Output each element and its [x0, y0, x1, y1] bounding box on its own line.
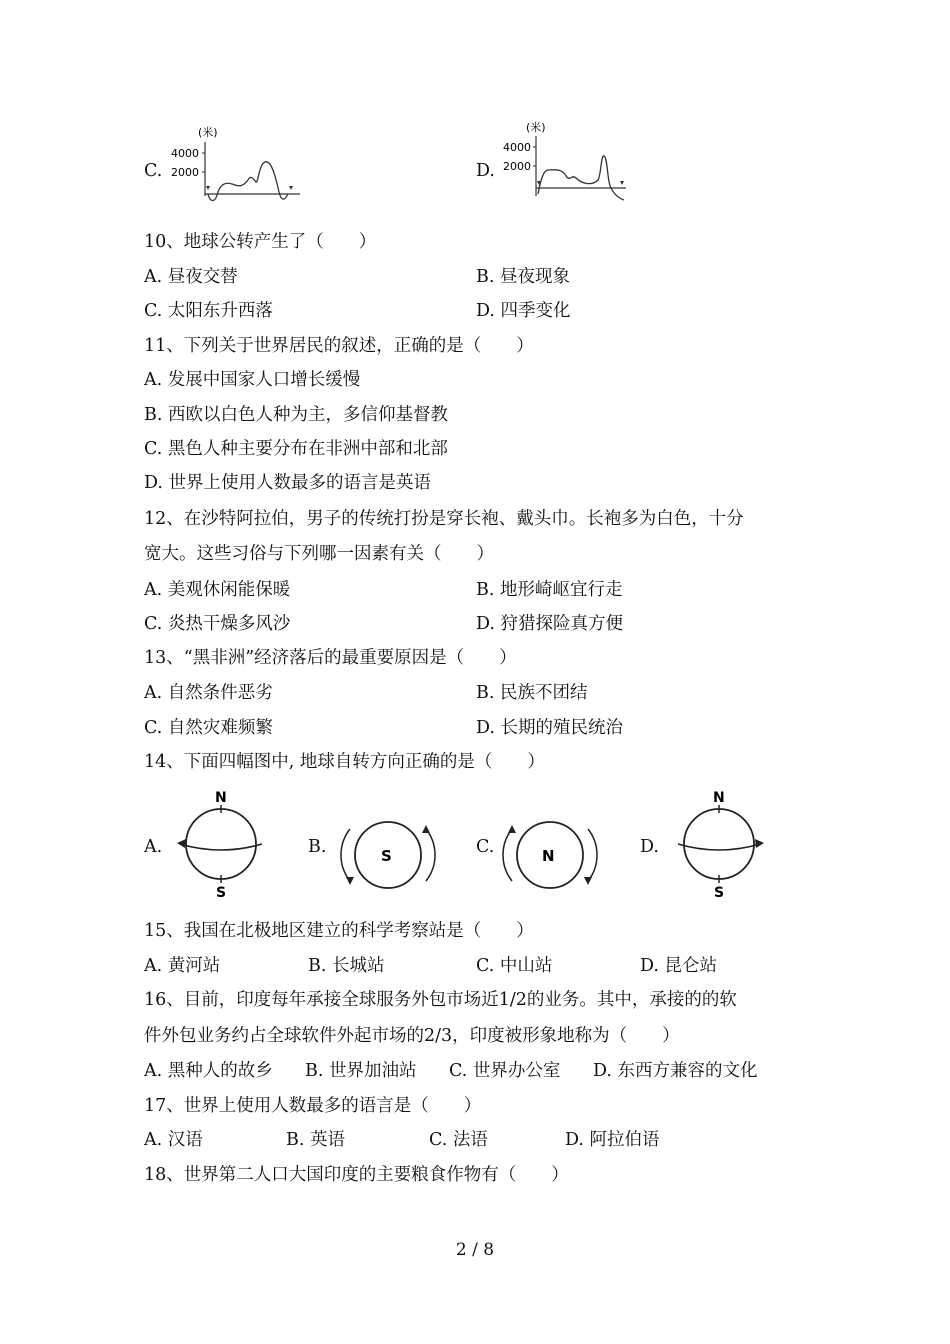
q13-option-b: B. 民族不团结: [476, 683, 588, 703]
earth-diagram-a: [170, 786, 275, 901]
q16-option-a: A. 黑种人的故乡: [144, 1061, 273, 1081]
profile-d-tick-4000: 4000: [503, 141, 531, 154]
q10-option-d: D. 四季变化: [476, 301, 571, 321]
q17-stem: 17、世界上使用人数最多的语言是（ ）: [144, 1096, 482, 1116]
q15-option-d: D. 昆仑站: [640, 956, 718, 976]
south-label-a: S: [216, 885, 227, 901]
q14-option-c-label: C.: [476, 837, 495, 857]
q13-option-d: D. 长期的殖民统治: [476, 718, 624, 738]
q12-stem-line2: 宽大。这些习俗与下列哪一因素有关（ ）: [144, 544, 494, 564]
q10-stem: 10、地球公转产生了（ ）: [144, 232, 377, 252]
q15-option-c: C. 中山站: [476, 956, 553, 976]
q11-option-c: C. 黑色人种主要分布在非洲中部和北部: [144, 439, 448, 459]
earth-diagram-b: [338, 815, 438, 895]
q11-option-a: A. 发展中国家人口增长缓慢: [144, 370, 361, 390]
q14-option-d-label: D.: [640, 837, 659, 857]
q13-option-a: A. 自然条件恶劣: [144, 683, 273, 703]
q16-stem-line2: 件外包业务约占全球软件外起市场的2/3，印度被形象地称为（ ）: [144, 1026, 680, 1046]
earth-diagram-c: [500, 815, 600, 895]
q11-option-d: D. 世界上使用人数最多的语言是英语: [144, 473, 432, 493]
page-number: 2 / 8: [455, 1240, 495, 1260]
q13-option-c: C. 自然灾难频繁: [144, 718, 273, 738]
q15-stem: 15、我国在北极地区建立的科学考察站是（ ）: [144, 921, 534, 941]
q16-option-c: C. 世界办公室: [449, 1061, 561, 1081]
north-label-a: N: [215, 790, 227, 806]
q9-option-d-label: D.: [476, 161, 495, 181]
south-label-b: S: [381, 847, 392, 865]
q18-stem: 18、世界第二人口大国印度的主要粮食作物有（ ）: [144, 1165, 569, 1185]
q16-stem-line1: 16、目前，印度每年承接全球服务外包市场近1/2的业务。其中，承接的的软: [144, 990, 737, 1010]
q14-option-b-label: B.: [308, 837, 327, 857]
north-label-c: N: [542, 847, 555, 865]
profile-chart-d: [500, 118, 635, 208]
profile-c-unit: (米): [198, 126, 218, 139]
q10-option-a: A. 昼夜交替: [144, 267, 238, 287]
q13-stem: 13、“黑非洲”经济落后的最重要原因是（ ）: [144, 648, 517, 668]
q14-option-a-label: A.: [144, 837, 163, 857]
q16-option-d: D. 东西方兼容的文化: [593, 1061, 758, 1081]
profile-c-tick-2000: 2000: [171, 166, 199, 179]
q15-option-a: A. 黄河站: [144, 956, 221, 976]
q12-option-c: C. 炎热干燥多风沙: [144, 614, 291, 634]
q11-stem: 11、下列关于世界居民的叙述，正确的是（ ）: [144, 336, 534, 356]
profile-chart-c: [168, 122, 303, 208]
q17-option-d: D. 阿拉伯语: [565, 1130, 660, 1150]
q12-stem-line1: 12、在沙特阿拉伯，男子的传统打扮是穿长袍、戴头巾。长袍多为白色，十分: [144, 509, 744, 529]
q17-option-b: B. 英语: [286, 1130, 345, 1150]
q17-option-a: A. 汉语: [144, 1130, 203, 1150]
q14-stem: 14、下面四幅图中, 地球自转方向正确的是（ ）: [144, 752, 545, 772]
north-label-d: N: [713, 790, 725, 806]
profile-d-unit: (米): [526, 121, 546, 134]
q10-option-c: C. 太阳东升西落: [144, 301, 273, 321]
q12-option-a: A. 美观休闲能保暖: [144, 580, 291, 600]
profile-c-tick-4000: 4000: [171, 147, 199, 160]
earth-diagram-d: [668, 786, 773, 901]
south-label-d: S: [714, 885, 725, 901]
profile-d-tick-2000: 2000: [503, 160, 531, 173]
q11-option-b: B. 西欧以白色人种为主，多信仰基督教: [144, 405, 448, 425]
q12-option-b: B. 地形崎岖宜行走: [476, 580, 623, 600]
q9-option-c-label: C.: [144, 161, 163, 181]
q10-option-b: B. 昼夜现象: [476, 267, 570, 287]
q12-option-d: D. 狩猎探险真方便: [476, 614, 624, 634]
q15-option-b: B. 长城站: [308, 956, 385, 976]
q17-option-c: C. 法语: [429, 1130, 488, 1150]
q16-option-b: B. 世界加油站: [305, 1061, 417, 1081]
